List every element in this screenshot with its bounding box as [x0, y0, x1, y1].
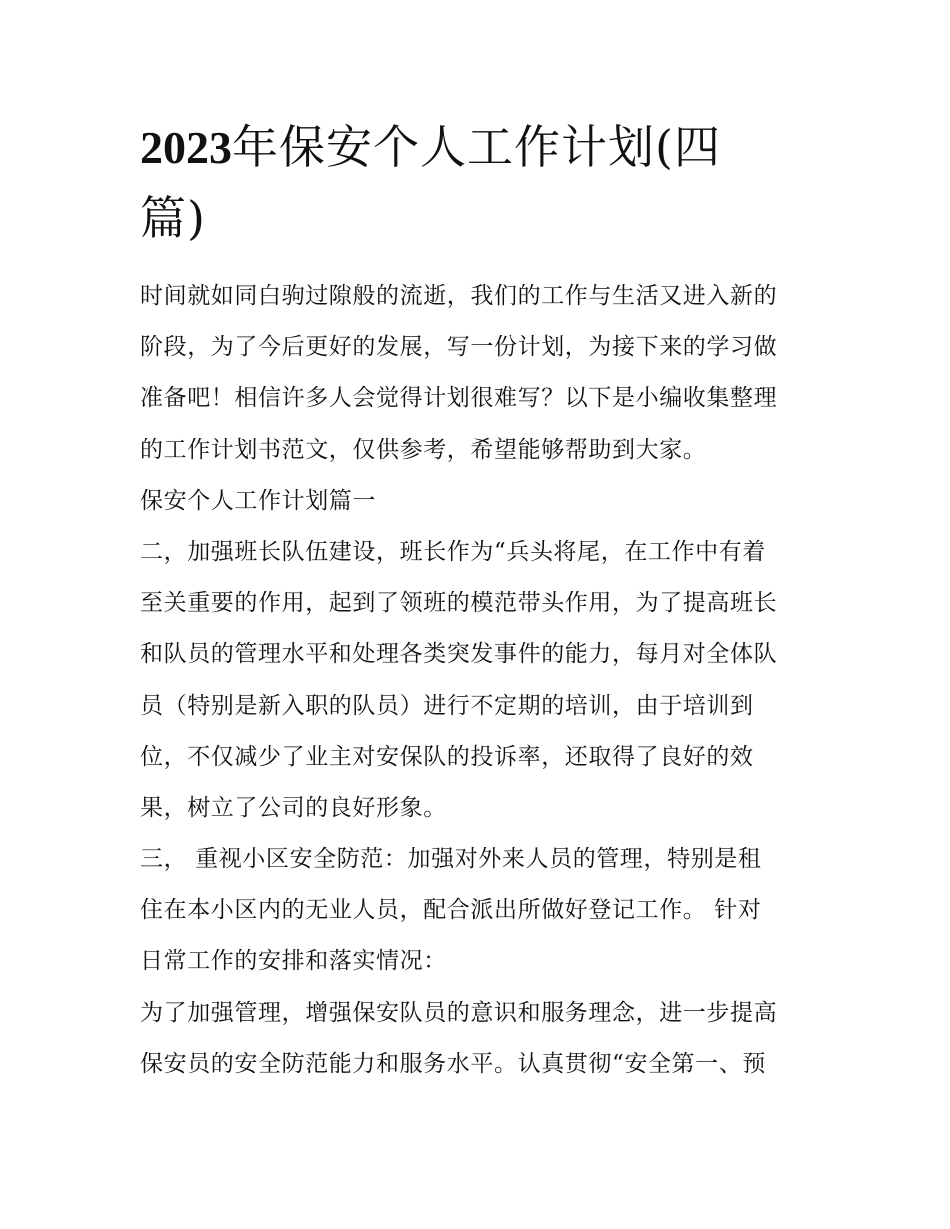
body-line: 果，树立了公司的良好形象。 — [140, 794, 447, 821]
body-line: 日常工作的安排和落实情况： — [140, 948, 447, 975]
document-title — [140, 112, 812, 253]
body-line: 保安员的安全防范能力和服务水平。认真贯彻“安全第一、预 — [140, 1050, 766, 1077]
body-line: 二，加强班长队伍建设，班长作为“兵头将尾，在工作中有着 — [140, 538, 766, 565]
body-line: 员（特别是新入职的队员）进行不定期的培训，由于培训到 — [140, 692, 754, 719]
body-line: 三， 重视小区安全防范：加强对外来人员的管理，特别是租 — [140, 846, 762, 873]
body-line: 和队员的管理水平和处理各类突发事件的能力，每月对全体队 — [140, 641, 778, 668]
document-body — [140, 271, 812, 1090]
document-page — [140, 112, 812, 1090]
body-line: 住在本小区内的无业人员，配合派出所做好登记工作。 针对 — [140, 897, 762, 924]
body-line: 时间就如同白驹过隙般的流逝，我们的工作与生活又进入新的 — [140, 283, 778, 309]
body-line: 的工作计划书范文，仅供参考，希望能够帮助到大家。 — [140, 436, 707, 463]
title-year: 2023 — [140, 122, 232, 173]
body-line: 为了加强管理，增强保安队员的意识和服务理念，进一步提高 — [140, 999, 778, 1026]
section-heading: 保安个人工作计划篇一 — [140, 487, 376, 514]
title-line1-text: 年保安个人工作计划(四 — [232, 120, 721, 174]
body-line: 至关重要的作用，起到了领班的模范带头作用，为了提高班长 — [140, 590, 778, 617]
body-line: 准备吧！相信许多人会觉得计划很难写？以下是小编收集整理 — [140, 385, 778, 412]
title-line2-text: 篇) — [140, 191, 206, 245]
body-line: 阶段，为了今后更好的发展，写一份计划，为接下来的学习做 — [140, 334, 778, 361]
body-line: 位，不仅减少了业主对安保队的投诉率，还取得了良好的效 — [140, 743, 754, 770]
